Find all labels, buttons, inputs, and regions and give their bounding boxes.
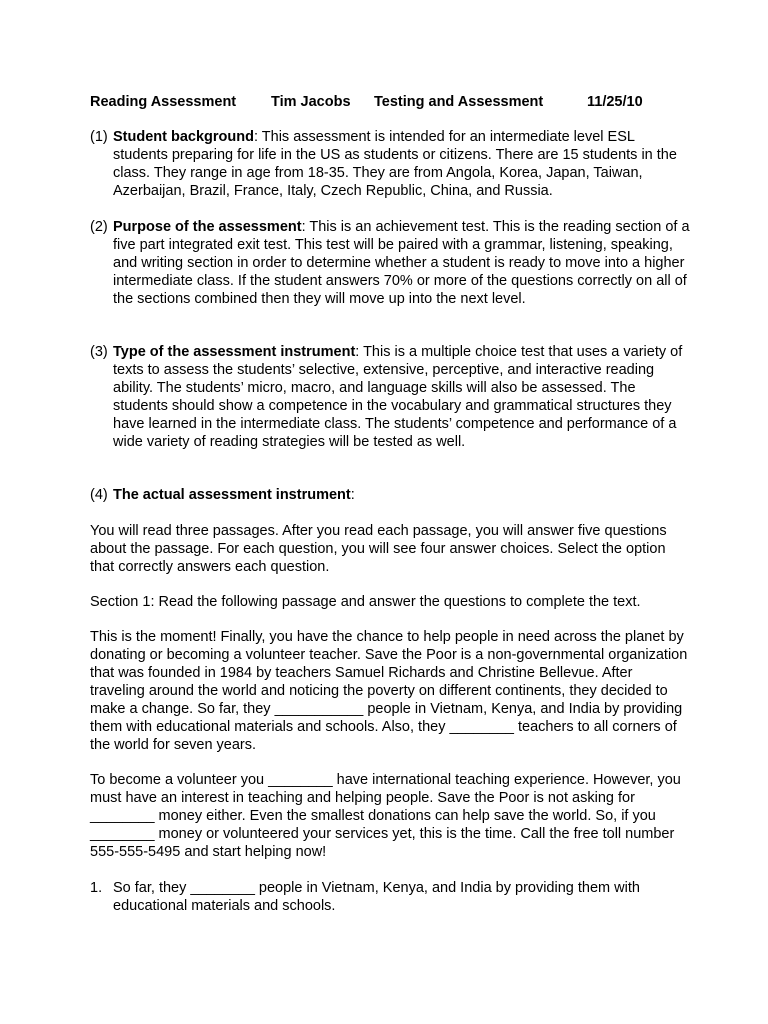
item-text: : This is a multiple choice test that uses a variety of texts to assess the students’ selective, extensive, perceptive, and interactive reading ability. The students’ micro, macro, and language skills will also be assessed. The students should show a competence in the vocabulary and grammatical structures they have learned in the intermediate class. The students’ competence and performance of a wide variety of reading strategies will be tested as well. <box>113 344 683 450</box>
item-heading: Student background <box>113 129 254 145</box>
item-number: (1) <box>90 129 108 145</box>
document-date: 11/25/10 <box>587 94 643 110</box>
item-heading: Type of the assessment instrument <box>113 344 356 360</box>
item-text: : This assessment is intended for an intermediate level ESL students preparing for life in the US as students or citizens. There are 15 students in the class. They range in age from 18-35. They are from Angola, Korea, Japan, Taiwan, Azerbaijan, Brazil, France, Italy, Czech Republic, China, and Russia. <box>113 129 677 199</box>
passage-paragraph-2: To become a volunteer you ________ have international teaching experience. However, you must have an interest in teaching and helping people. Save the Poor is not asking for ________ money either. Even the smallest donations can help save the world. So, if you ________ money or volunteered your services yet, this is the time. Call the free toll number 555-555-5495 and start helping now! <box>90 772 681 860</box>
numbered-item-student-background <box>90 128 690 200</box>
assessment-title: Reading Assessment <box>90 94 237 110</box>
item-text: : This is an achievement test. This is the reading section of a five part integrated exit test. This test will be paired with a grammar, listening, speaking, and writing section in order to determine whether a student is ready to move into a higher intermediate class. If the student answers 70% or more of the questions correctly on all of the sections combined then they will move up into the next level. <box>113 219 690 307</box>
item-text: : <box>350 487 355 503</box>
item-heading: The actual assessment instrument <box>113 487 351 503</box>
question-text: So far, they ________ people in Vietnam, Kenya, and India by providing them with educational materials and schools. <box>113 880 640 914</box>
numbered-item-purpose <box>90 218 690 308</box>
section-heading: Section 1: Read the following passage and answer the questions to complete the text. <box>90 594 641 610</box>
question-number: 1. <box>90 880 103 896</box>
item-number: (4) <box>90 487 108 503</box>
course-name: Testing and Assessment <box>374 94 544 110</box>
question-item <box>90 879 690 915</box>
numbered-item-instrument-type <box>90 343 690 451</box>
item-number: (3) <box>90 344 108 360</box>
passage-paragraph-1: This is the moment! Finally, you have the chance to help people in need across the planet by donating or becoming a volunteer teacher. Save the Poor is a non-governmental organization that was founded in 1984 by teachers Samuel Richards and Christine Bellevue. After traveling around the world and noticing the poverty on different continents, they decided to make a change. So far, they ___________ people in Vietnam, Kenya, and India by providing them with educational materials and schools. Also, they ________ teachers to all corners of the world for seven years. <box>90 629 688 753</box>
item-number: (2) <box>90 219 108 235</box>
test-instructions: You will read three passages. After you read each passage, you will answer five questions about the passage. For each question, you will see four answer choices. Select the option that correctly answers each question. <box>90 523 667 575</box>
author-name: Tim Jacobs <box>271 94 351 110</box>
numbered-item-actual-instrument <box>90 486 690 504</box>
item-heading: Purpose of the assessment <box>113 219 302 235</box>
